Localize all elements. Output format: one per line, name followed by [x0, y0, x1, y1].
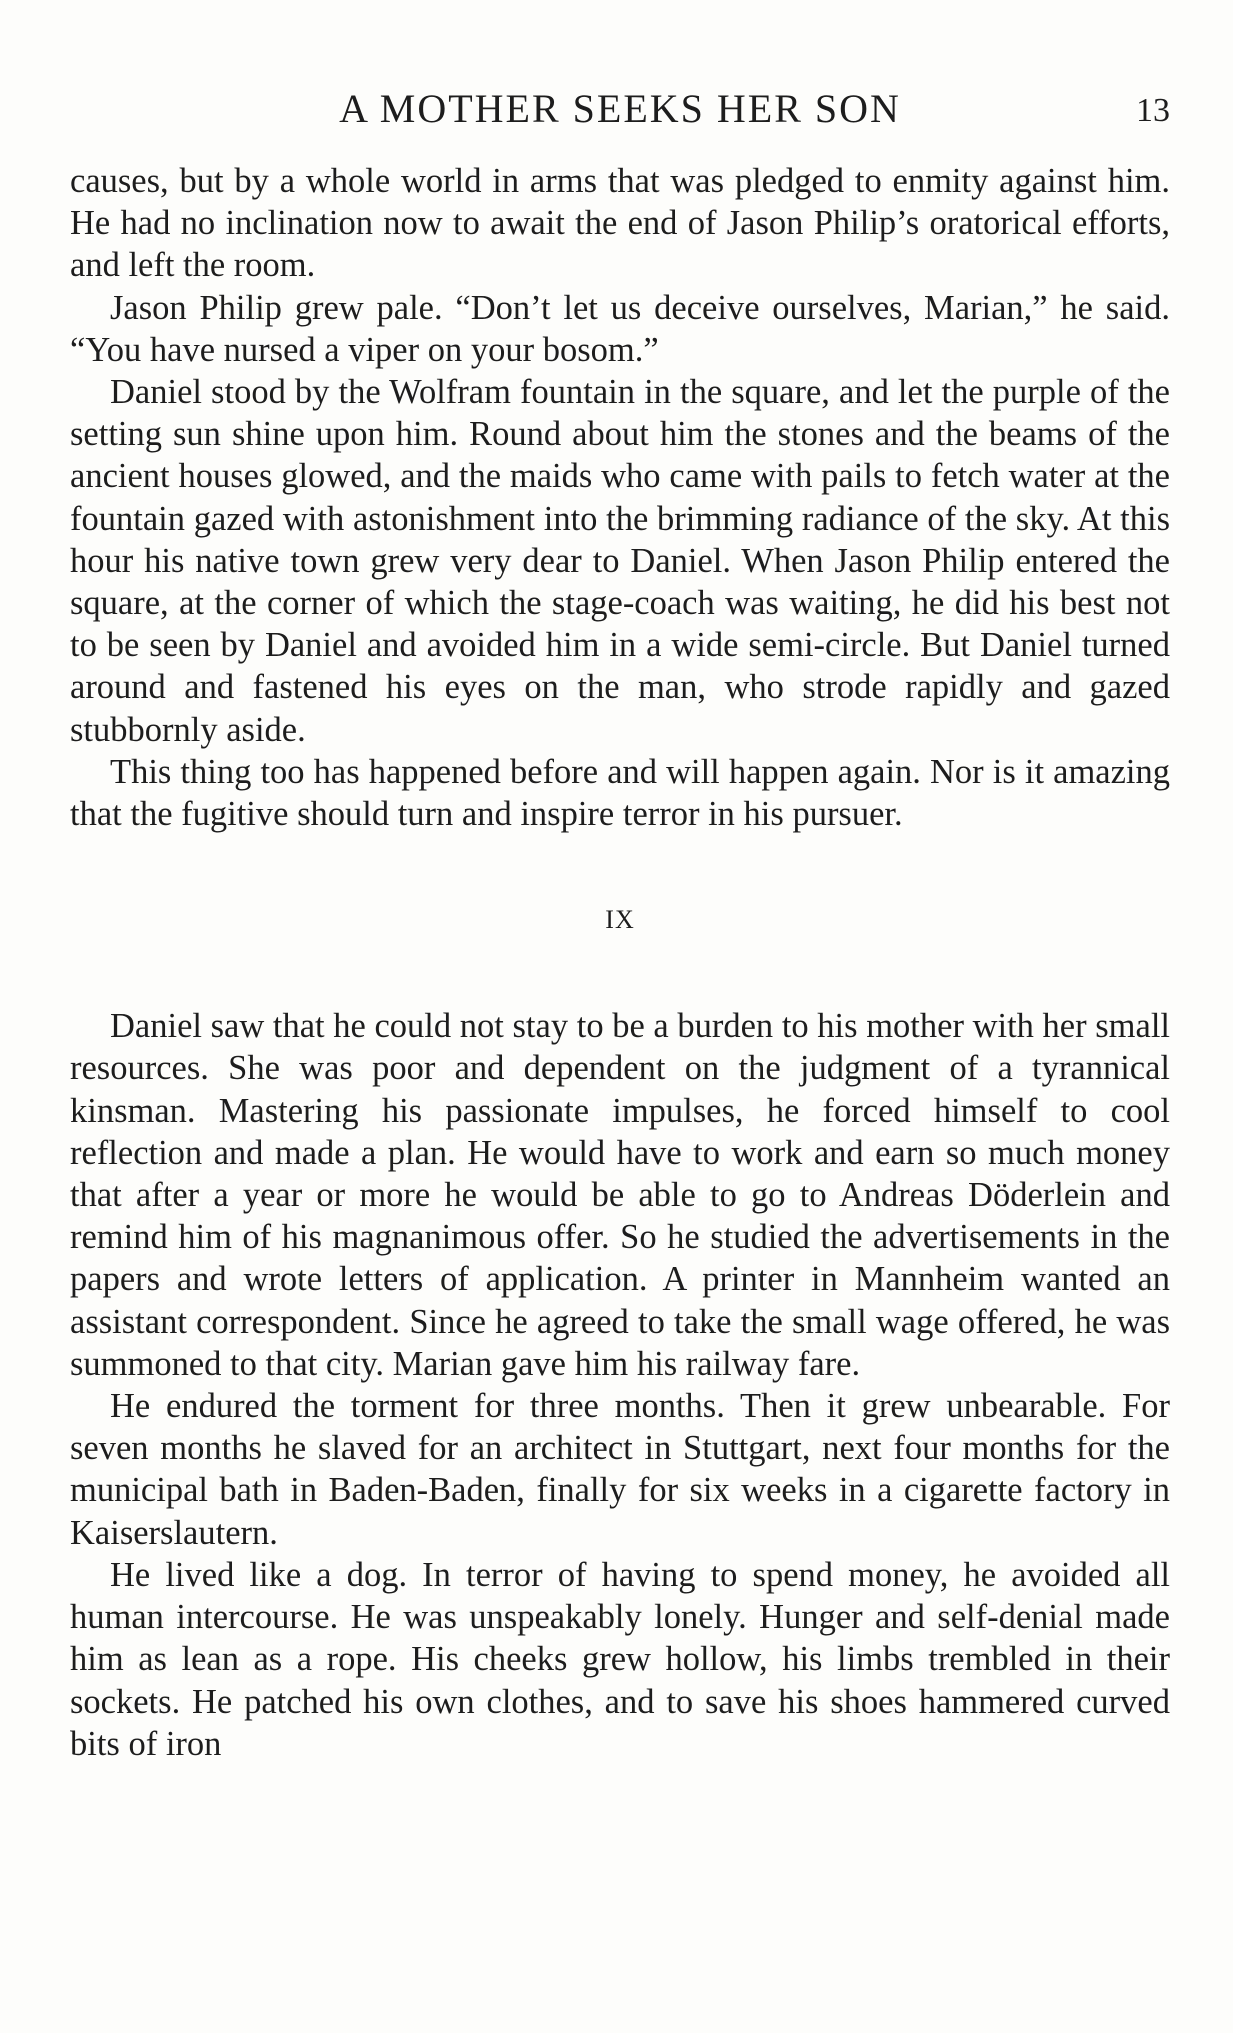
paragraph: He lived like a dog. In terror of having to spend money, he avoided all human intercourse. He was unspeakably lonely. Hunger and self-denial made him as lean as a rope. His cheeks grew hollow, his limbs trembled in their sockets. He patched his own clothes, and to save his shoes hammered curved bits of iron: [70, 1555, 1170, 1763]
paragraph: Jason Philip grew pale. “Don’t let us deceive ourselves, Marian,” he said. “You have nursed a viper on your bosom.”: [70, 288, 1170, 369]
paragraph: This thing too has happened before and will happen again. Nor is it amazing that the fugitive should turn and inspire terror in his pursuer.: [70, 752, 1170, 834]
paragraph: Daniel stood by the Wolfram fountain in the square, and let the purple of the setting sun shine upon him. Round about him the stones and the beams of the ancient houses glowed, and the maids who came with pails to fetch water at the fountain gazed with astonishment into the brimming radiance of the sky. At this hour his native town grew very dear to Daniel. When Jason Philip entered the square, at the corner of which the stage-coach was waiting, he did his best not to be seen by Daniel and avoided him in a wide semi-circle. But Daniel turned around and fastened his eyes on the man, who strode rapidly and gazed stubbornly aside.: [70, 373, 1170, 749]
page-number: 13: [1136, 92, 1170, 129]
paragraph: He endured the torment for three months. Then it grew unbearable. For seven months he slaved for an architect in Stuttgart, next four months for the municipal bath in Baden-Baden, finally for six weeks in a cigarette factory in Kaiserslautern.: [70, 1387, 1170, 1552]
paragraph: causes, but by a whole world in arms that was pledged to enmity against him. He had no inclination now to await the end of Jason Philip’s oratorical efforts, and left the room.: [70, 162, 1170, 285]
body-text: [70, 160, 1170, 1765]
section-number: IX: [605, 905, 635, 935]
section-spacer: [70, 835, 1170, 899]
paragraph: Daniel saw that he could not stay to be a burden to his mother with her small resources. She was poor and dependent on the judgment of a tyrannical kinsman. Mastering his passionate impulses, he forced himself to cool reflection and made a plan. He would have to work and earn so much money that after a year or more he would be able to go to Andreas Döderlein and remind him of his magnanimous offer. So he studied the advertisements in the papers and wrote letters of application. A printer in Mannheim wanted an assistant correspondent. Since he agreed to take the small wage offered, he was summoned to that city. Marian gave him his railway fare.: [70, 1007, 1170, 1383]
section-spacer: [70, 941, 1170, 1005]
running-title: A MOTHER SEEKS HER SON: [339, 86, 901, 131]
page-header: [70, 84, 1170, 134]
